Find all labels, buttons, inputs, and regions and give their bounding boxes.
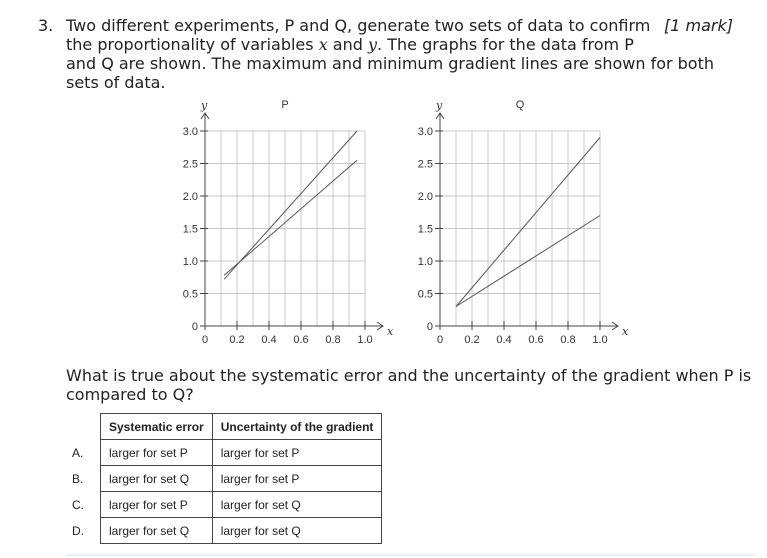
uncertainty-cell: larger for set P <box>212 440 382 466</box>
option-row-a[interactable] <box>70 440 382 466</box>
question-line-2-part-2: and <box>327 35 368 54</box>
graph-q <box>400 95 635 355</box>
option-row-b[interactable] <box>70 466 382 492</box>
x-tick-label: 0.2 <box>464 334 480 346</box>
variable-y: y <box>368 35 378 54</box>
y-tick-label: 1.5 <box>417 223 433 236</box>
x-tick-label: 0.6 <box>528 334 544 346</box>
option-row-c[interactable] <box>70 492 382 518</box>
uncertainty-cell: larger for set Q <box>212 492 382 518</box>
y-tick-label: 2.0 <box>417 191 433 203</box>
y-tick-label: 0.5 <box>417 288 433 301</box>
chart-p-group <box>183 99 394 346</box>
y-tick-label: 0.5 <box>182 288 198 301</box>
y-tick-label: 2.5 <box>182 158 198 171</box>
y-tick-label: 1.5 <box>182 223 198 236</box>
chart-q-group <box>418 99 629 346</box>
graph-p <box>165 95 400 355</box>
x-axis-label: x <box>622 325 629 338</box>
option-letter[interactable]: C. <box>72 497 84 512</box>
x-tick-label: 0.8 <box>560 334 576 346</box>
options-table <box>70 413 382 544</box>
x-tick-label: 0 <box>436 334 444 346</box>
option-letter[interactable]: D. <box>72 523 84 538</box>
x-tick-label: 0 <box>201 334 209 346</box>
x-tick-label: 0.6 <box>293 334 309 346</box>
table-header-row <box>70 414 382 440</box>
question-prompt: What is true about the systematic error and the uncertainty of the gradient when P is compared to Q? <box>66 366 752 404</box>
option-letter[interactable]: A. <box>72 445 84 460</box>
systematic-error-cell: larger for set Q <box>101 466 213 492</box>
y-tick-label: 2.0 <box>182 191 198 203</box>
x-tick-label: 0.8 <box>325 334 341 346</box>
question-number: 3. <box>38 16 54 35</box>
y-tick-label: 1.0 <box>417 256 433 268</box>
y-tick-label: 0 <box>191 321 198 333</box>
systematic-error-cell: larger for set P <box>101 440 213 466</box>
question-line-2-part-1: the proportionality of variables <box>66 35 319 54</box>
header-systematic-error: Systematic error <box>101 414 213 440</box>
question-text <box>66 16 746 92</box>
systematic-error-cell: larger for set P <box>101 492 213 518</box>
chart-title: P <box>281 99 289 111</box>
y-tick-label: 3.0 <box>417 126 433 138</box>
x-tick-label: 0.2 <box>229 334 245 346</box>
mark-allocation: [1 mark] <box>664 16 733 35</box>
variable-x: x <box>318 35 328 54</box>
bottom-divider <box>66 554 756 556</box>
y-tick-label: 2.5 <box>417 158 433 171</box>
header-uncertainty: Uncertainty of the gradient <box>212 414 382 440</box>
uncertainty-cell: larger for set Q <box>212 518 382 544</box>
uncertainty-cell: larger for set P <box>212 466 382 492</box>
gradient-line-1 <box>456 138 600 307</box>
x-tick-label: 1.0 <box>592 334 608 346</box>
y-tick-label: 1.0 <box>182 256 198 268</box>
chart-title: Q <box>515 99 525 111</box>
question-line-3: and Q are shown. The maximum and minimum gradient lines are shown for both <box>66 54 715 73</box>
gradient-line-2 <box>224 160 357 275</box>
question-line-2 <box>66 35 746 54</box>
x-axis-label: x <box>387 325 394 338</box>
y-tick-label: 3.0 <box>182 126 198 138</box>
y-axis-label: y <box>201 99 208 112</box>
gradient-line-1 <box>224 131 357 279</box>
x-tick-label: 0.4 <box>261 334 277 346</box>
question-line-4: sets of data. <box>66 73 166 92</box>
option-row-d[interactable] <box>70 518 382 544</box>
y-axis-label: y <box>436 99 443 112</box>
x-tick-label: 1.0 <box>357 334 373 346</box>
question-line-2-part-3: . The graphs for the data from P <box>377 35 634 54</box>
systematic-error-cell: larger for set Q <box>101 518 213 544</box>
answer-options <box>70 413 382 544</box>
option-letter[interactable]: B. <box>72 471 84 486</box>
y-tick-label: 0 <box>426 321 433 333</box>
question-line-1: Two different experiments, P and Q, generate two sets of data to confirm <box>66 16 651 35</box>
x-tick-label: 0.4 <box>496 334 512 346</box>
letter-column-header <box>70 414 101 440</box>
